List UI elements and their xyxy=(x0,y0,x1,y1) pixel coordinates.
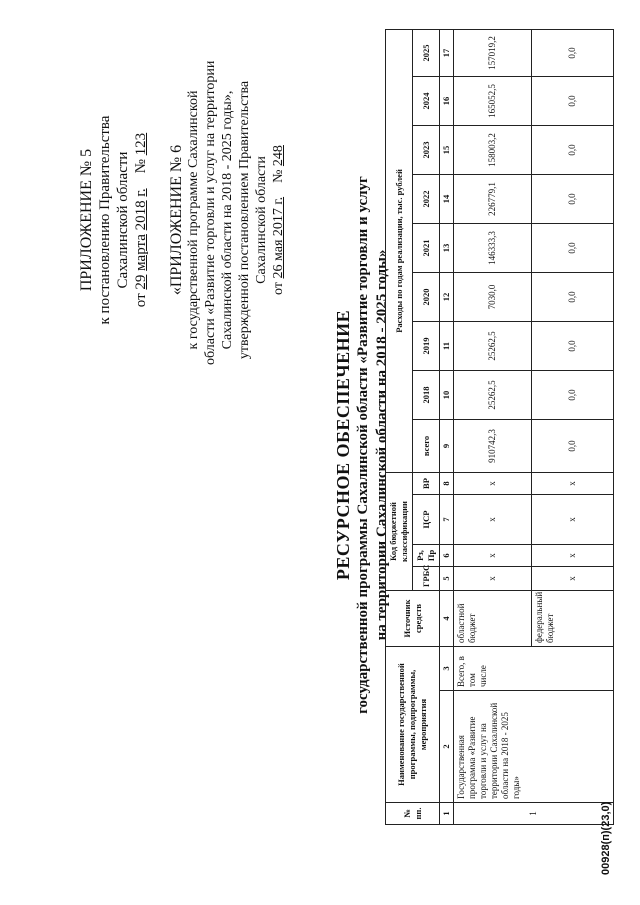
value-cell: 25262,5 xyxy=(454,322,532,371)
header-csr: ЦСР xyxy=(413,495,440,545)
annex-5-month: марта xyxy=(133,234,149,271)
annex-6-date-line xyxy=(270,75,287,365)
annex-5-from-label: от xyxy=(133,293,149,308)
column-number: 8 xyxy=(440,473,454,495)
value-cell: 0,0 xyxy=(532,371,614,420)
value-cell: 0,0 xyxy=(532,322,614,371)
annex-5-block xyxy=(78,95,150,345)
annex-5-year-suffix: г. xyxy=(133,188,149,197)
column-number: 10 xyxy=(440,371,454,420)
value-cell: 0,0 xyxy=(532,273,614,322)
header-year: 2023 xyxy=(413,126,440,175)
vr-cell: х xyxy=(532,473,614,495)
annex-6-date: 26 мая 2017 г. xyxy=(271,196,286,279)
vr-cell: х xyxy=(454,473,532,495)
header-year: 2022 xyxy=(413,175,440,224)
value-cell: 0,0 xyxy=(532,224,614,273)
value-cell: 7030,0 xyxy=(454,273,532,322)
csr-cell: х xyxy=(454,495,532,545)
grbs-cell: х xyxy=(532,567,614,591)
header-source: Источник средств xyxy=(386,591,440,647)
rz-pr-cell: х xyxy=(454,545,532,567)
value-cell: 0,0 xyxy=(532,420,614,473)
document-heading xyxy=(332,125,392,765)
row-number: 1 xyxy=(454,803,614,825)
annex-5-title: ПРИЛОЖЕНИЕ № 5 xyxy=(78,148,95,292)
header-year: 2025 xyxy=(413,29,440,76)
header-rz-pr: Рз, Пр xyxy=(413,545,440,567)
column-number: 17 xyxy=(440,29,454,76)
csr-cell: х xyxy=(532,495,614,545)
column-number: 1 xyxy=(440,803,454,825)
total-label-cell: Всего, в том числе xyxy=(454,647,614,691)
annex-6-number-label: № xyxy=(271,169,286,183)
header-total: всего xyxy=(413,420,440,473)
header-budget-code: Код бюджетной классификации xyxy=(386,473,413,591)
column-number: 5 xyxy=(440,567,454,591)
annex-6-line-3: Сахалинской области на 2018 - 2025 годы», xyxy=(220,90,235,350)
column-number: 7 xyxy=(440,495,454,545)
annex-6-line-4: утвержденной постановлением Правительства xyxy=(237,80,252,360)
annex-6-number: 248 xyxy=(271,145,286,167)
column-number: 15 xyxy=(440,126,454,175)
value-cell: 0,0 xyxy=(532,175,614,224)
rz-pr-cell: х xyxy=(532,545,614,567)
annex-6-from-label: от xyxy=(271,282,286,295)
column-number: 12 xyxy=(440,273,454,322)
annex-5-date-line xyxy=(132,95,150,345)
table-row xyxy=(454,29,532,824)
annex-6-line-2: области «Развитие торговли и услуг на территории xyxy=(203,60,218,365)
header-year: 2024 xyxy=(413,77,440,126)
column-number: 6 xyxy=(440,545,454,567)
annex-5-year: 2018 xyxy=(133,200,149,231)
annex-5-number-label: № xyxy=(133,159,149,174)
value-cell: 165052,5 xyxy=(454,77,532,126)
column-number: 13 xyxy=(440,224,454,273)
source-cell: федеральный бюджет xyxy=(532,591,614,647)
value-cell: 157019,2 xyxy=(454,29,532,76)
annex-6-block xyxy=(168,60,287,365)
resource-table xyxy=(385,29,614,825)
header-year: 2020 xyxy=(413,273,440,322)
column-number: 14 xyxy=(440,175,454,224)
annex-5-number: 123 xyxy=(133,132,149,156)
header-no: № пп. xyxy=(386,803,440,825)
header-year: 2019 xyxy=(413,322,440,371)
value-cell: 158003,2 xyxy=(454,126,532,175)
value-cell: 0,0 xyxy=(532,29,614,76)
heading-title: РЕСУРСНОЕ ОБЕСПЕЧЕНИЕ xyxy=(333,309,353,581)
source-cell: областной бюджет xyxy=(454,591,532,647)
value-cell: 25262,5 xyxy=(454,371,532,420)
header-expenses: Расходы по годам реализации, тыс. рублей xyxy=(386,29,413,472)
column-number: 4 xyxy=(440,591,454,647)
annex-6-line-5: Сахалинской области xyxy=(254,156,269,284)
annex-5-line-1: к постановлению Правительства xyxy=(97,115,113,325)
column-numbers-row xyxy=(440,29,454,824)
heading-line-1: государственной программы Сахалинской области «Развитие торговли и услуг xyxy=(355,176,371,714)
header-vr: ВР xyxy=(413,473,440,495)
value-cell: 0,0 xyxy=(532,126,614,175)
column-number: 3 xyxy=(440,647,454,691)
column-number: 11 xyxy=(440,322,454,371)
value-cell: 0,0 xyxy=(532,77,614,126)
header-grbs: ГРБС xyxy=(413,567,440,591)
value-cell: 910742,3 xyxy=(454,420,532,473)
header-name: Наименование государственной программы, подпрограммы, мероприятия xyxy=(386,647,440,803)
annex-5-line-2: Сахалинской области xyxy=(115,151,131,289)
value-cell: 146333,3 xyxy=(454,224,532,273)
column-number: 9 xyxy=(440,420,454,473)
grbs-cell: х xyxy=(454,567,532,591)
heading-line-2: на территории Сахалинской области на 2018 - 2025 годы» xyxy=(374,249,390,641)
column-number: 16 xyxy=(440,77,454,126)
column-number: 2 xyxy=(440,691,454,803)
annex-6-line-1: к государственной программе Сахалинской xyxy=(186,90,201,350)
annex-5-day: 29 xyxy=(133,274,149,290)
program-name-cell: Государственная программа «Развитие торговли и услуг на территории Сахалинской области на 2018 - 2025 годы» xyxy=(454,691,614,803)
value-cell: 226779,1 xyxy=(454,175,532,224)
header-year: 2021 xyxy=(413,224,440,273)
footer-code: 00928(п)(23,0) xyxy=(600,801,612,875)
annex-6-title: «ПРИЛОЖЕНИЕ № 6 xyxy=(168,144,185,296)
header-year: 2018 xyxy=(413,371,440,420)
